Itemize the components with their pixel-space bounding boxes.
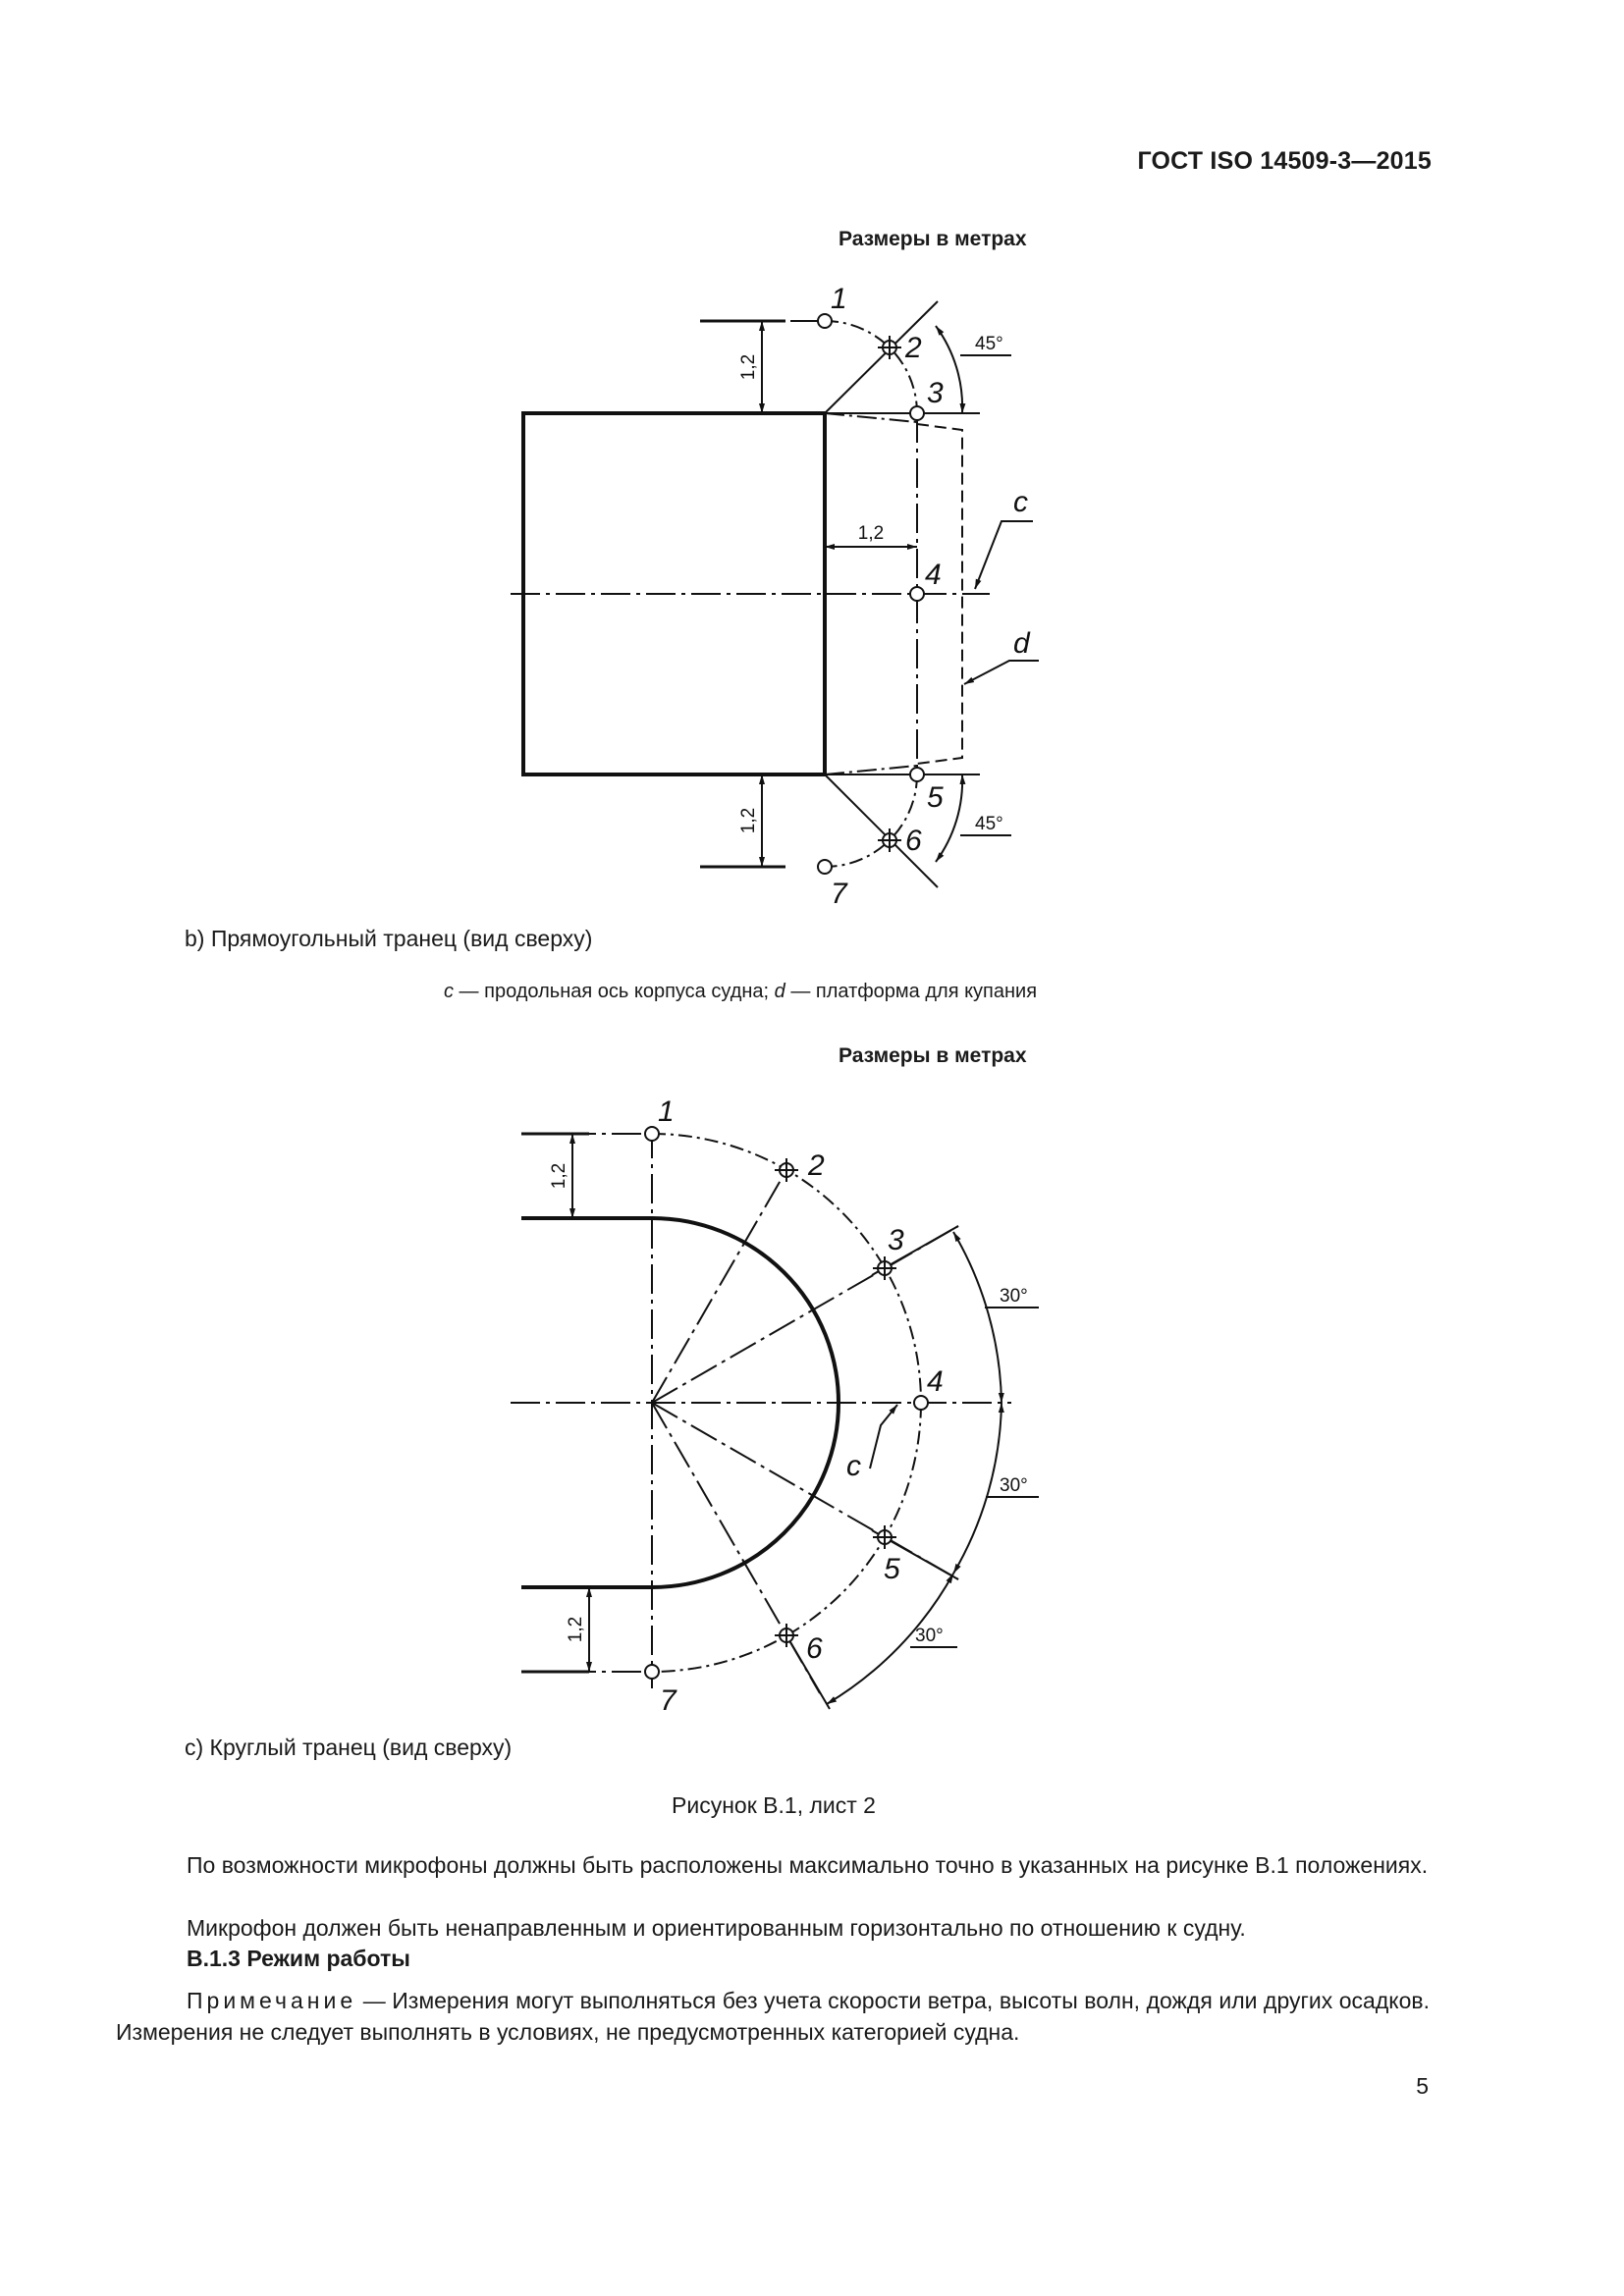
point-label-2: 2 xyxy=(905,332,922,364)
dim-label-horizontal: 1,2 xyxy=(857,523,885,544)
letter-d: d xyxy=(1013,627,1030,660)
page-number: 5 xyxy=(1416,2073,1429,2099)
point-label-5: 5 xyxy=(884,1553,900,1585)
angle-label-top: 45° xyxy=(975,334,1003,354)
note-paragraph xyxy=(116,1985,1430,2048)
point-label-1: 1 xyxy=(658,1095,675,1128)
point-label-2: 2 xyxy=(808,1149,825,1182)
point-label-4: 4 xyxy=(927,1365,944,1398)
point-label-4: 4 xyxy=(925,559,942,591)
angle-label-lower: 30° xyxy=(915,1626,944,1646)
point-label-1: 1 xyxy=(831,283,847,315)
mic-point-7 xyxy=(645,1665,659,1679)
point-label-3: 3 xyxy=(888,1224,904,1256)
letter-c: c xyxy=(1013,486,1028,518)
paragraph-microphone-orientation: Микрофон должен быть ненаправленным и ориентированным горизонтально по отношению к судну. xyxy=(187,1915,1246,1941)
dim-label-bottom: 1,2 xyxy=(566,1616,586,1643)
point-label-7: 7 xyxy=(831,878,847,910)
angle-label-bottom: 45° xyxy=(975,814,1003,834)
figure-c-caption: c) Круглый транец (вид сверху) xyxy=(185,1735,513,1760)
paragraph-microphone-position: По возможности микрофоны должны быть расположены максимально точно в указанных на рисунке В.1 положениях. xyxy=(187,1852,1429,1878)
figure-b-caption: b) Прямоугольный транец (вид сверху) xyxy=(185,926,593,951)
point-label-7: 7 xyxy=(660,1684,677,1717)
dim-label-bottom: 1,2 xyxy=(738,807,759,834)
section-heading: В.1.3 Режим работы xyxy=(187,1946,410,1971)
figure-b-dimension-units: Размеры в метрах xyxy=(839,228,1027,250)
legend-d-letter: d xyxy=(774,981,785,1002)
point-label-6: 6 xyxy=(905,825,922,857)
mic-point-1 xyxy=(645,1127,659,1141)
figure-c-dimension-units: Размеры в метрах xyxy=(839,1044,1027,1067)
document-code-header: ГОСТ ISO 14509-3—2015 xyxy=(1137,147,1432,175)
point-label-3: 3 xyxy=(927,377,944,409)
mic-point-4 xyxy=(914,1396,928,1410)
point-label-6: 6 xyxy=(806,1632,823,1665)
figure-title: Рисунок В.1, лист 2 xyxy=(672,1792,876,1818)
legend-c-letter: c xyxy=(444,981,454,1002)
dim-label-top: 1,2 xyxy=(738,353,759,381)
angle-label-middle: 30° xyxy=(1000,1475,1028,1496)
point-label-5: 5 xyxy=(927,781,944,814)
figure-b-legend: c — продольная ось корпуса судна; d — платформа для купания xyxy=(444,981,1038,1002)
dim-label-top: 1,2 xyxy=(549,1162,569,1190)
letter-c: c xyxy=(846,1450,861,1482)
angle-label-upper: 30° xyxy=(1000,1286,1028,1307)
note-text: — Измерения могут выполняться без учета скорости ветра, высоты волн, дождя или других осадков. Измерения не следует выполнять в условиях, не предусмотренных категорией судна. xyxy=(116,1988,1430,2045)
note-label: Примечание xyxy=(187,1988,357,2013)
